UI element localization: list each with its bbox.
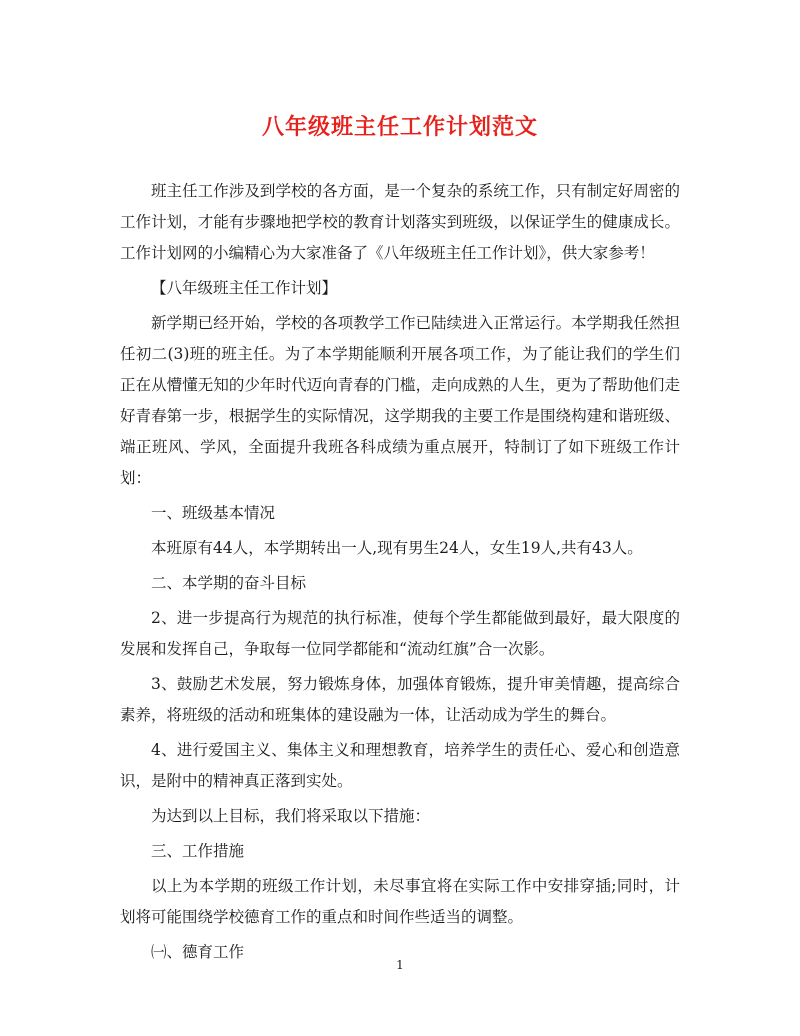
- section-heading-class-info: 一、班级基本情况: [151, 504, 276, 522]
- document-body: [120, 176, 680, 968]
- paragraph-measures: 以上为本学期的班级工作计划，未尽事宜将在实际工作中安排穿插;同时，计划将可能围绕学校德育工作的重点和时间作些适当的调整。: [120, 877, 680, 926]
- paragraph-measures-intro: 为达到以上目标，我们将采取以下措施：: [151, 807, 431, 825]
- section-heading-measures: 三、工作措施: [151, 842, 245, 860]
- paragraph-goal-2: 2、进一步提高行为规范的执行标准，使每个学生都能做到最好，最大限度的发展和发挥自己，争取每一位同学都能和“流动红旗”合一次影。: [120, 609, 680, 658]
- document-title: 八年级班主任工作计划范文: [261, 114, 538, 140]
- subsection-heading-moral: ㈠、德育工作: [151, 943, 245, 961]
- section-heading-goals: 二、本学期的奋斗目标: [151, 574, 307, 592]
- page-number: 1: [396, 958, 404, 972]
- paragraph-heading-plan: 【八年级班主任工作计划】: [151, 279, 338, 297]
- paragraph-opening: 新学期已经开始，学校的各项教学工作已陆续进入正常运行。本学期我任然担任初二(3)班的班主任。为了本学期能顺利开展各项工作，为了能让我们的学生们正在从懵懂无知的少年时代迈向青春的门槛，走向成熟的人生，更为了帮助他们走好青春第一步，根据学生的实际情况，这学期我的主要工作是围绕构建和谐班级、端正班风、学风，全面提升我班各科成绩为重点展开，特制订了如下班级工作计划：: [120, 314, 680, 487]
- paragraph-class-info: 本班原有44人，本学期转出一人,现有男生24人，女生19人,共有43人。: [151, 539, 643, 557]
- paragraph-goal-3: 3、鼓励艺术发展，努力锻炼身体，加强体育锻炼，提升审美情趣，提高综合素养，将班级的活动和班集体的建设融为一体，让活动成为学生的舞台。: [120, 675, 680, 724]
- paragraph-goal-4: 4、进行爱国主义、集体主义和理想教育，培养学生的责任心、爱心和创造意识，是附中的精神真正落到实处。: [120, 741, 680, 790]
- paragraph-intro: 班主任工作涉及到学校的各方面，是一个复杂的系统工作，只有制定好周密的工作计划，才能有步骤地把学校的教育计划落实到班级，以保证学生的健康成长。工作计划网的小编精心为大家准备了《八年级班主任工作计划》，供大家参考！: [120, 182, 680, 262]
